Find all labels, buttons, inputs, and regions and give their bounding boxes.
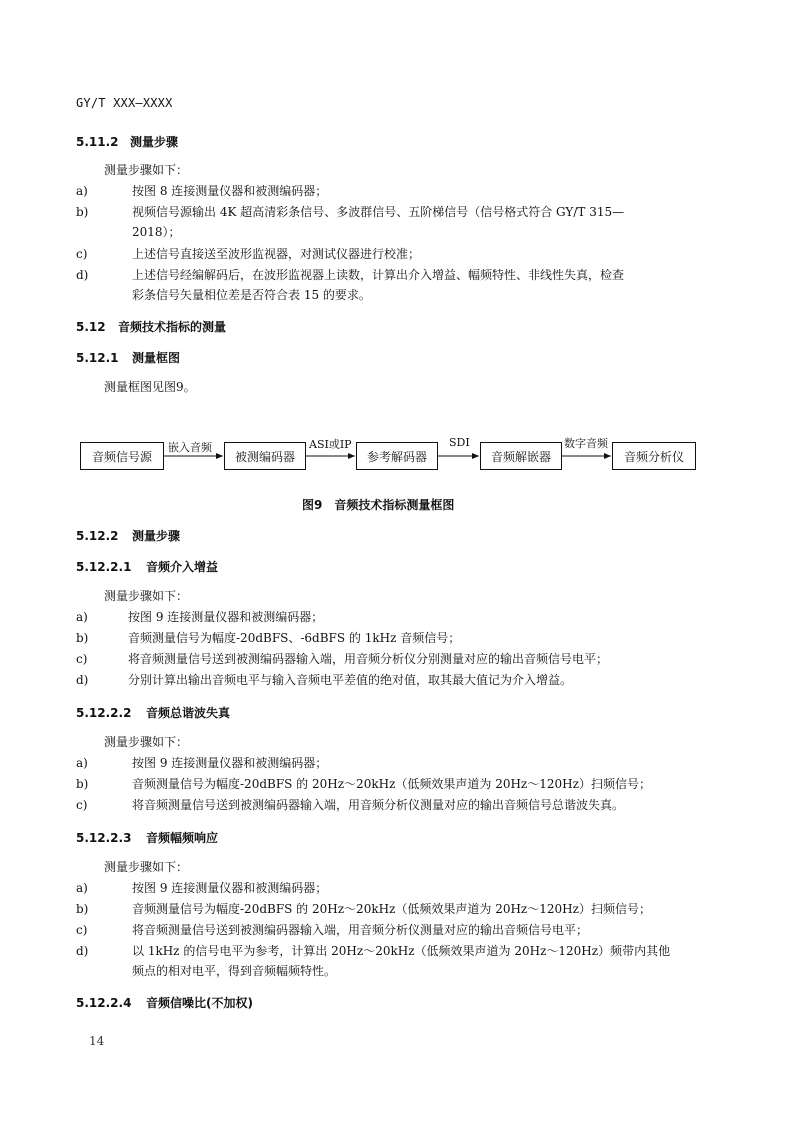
diagram-box-audio-source: 音频信号源: [80, 442, 164, 470]
list-text: 彩条信号矢量相位差是否符合表 15 的要求。: [132, 288, 371, 302]
section-number: 5.12.2.2: [76, 706, 132, 720]
list-text: 将音频测量信号送到被测编码器输入端，用音频分析仪测量对应的输出音频信号电平；: [132, 923, 589, 937]
section-title: 测量步骤: [132, 529, 181, 543]
arrow-label-sdi: SDI: [449, 436, 470, 449]
list-text: 视频信号源输出 4K 超高清彩条信号、多波群信号、五阶梯信号（信号格式符合 GY/T 315—: [132, 205, 625, 219]
section-number: 5.12: [76, 320, 106, 334]
paragraph-intro: 测量步骤如下：: [104, 589, 189, 603]
list-item: [76, 755, 706, 771]
section-heading-5-12-2: [76, 527, 180, 544]
list-label: a): [76, 184, 88, 198]
document-code: GY/T XXX—XXXX: [76, 96, 173, 110]
paragraph-intro: 测量步骤如下：: [104, 163, 189, 177]
paragraph-intro: 测量步骤如下：: [104, 860, 189, 874]
list-text: 以 1kHz 的信号电平为参考，计算出 20Hz～20kHz（低频效果声道为 20Hz～120Hz）频带内其他: [132, 944, 671, 958]
list-item: [76, 609, 706, 625]
list-item: [76, 901, 706, 917]
section-number: 5.12.2: [76, 529, 119, 543]
arrow-label-asi-ip: ASI或IP: [309, 438, 352, 451]
paragraph-intro: 测量步骤如下：: [104, 735, 189, 749]
list-label: d): [76, 673, 89, 687]
list-label: c): [76, 652, 88, 666]
section-title: 音频幅频响应: [146, 831, 219, 845]
list-label: a): [76, 610, 88, 624]
list-text: 上述信号直接送至波形监视器，对测试仪器进行校准；: [132, 247, 421, 261]
diagram-box-audio-deembedder: 音频解嵌器: [480, 442, 562, 470]
section-number: 5.12.1: [76, 351, 119, 365]
list-label: d): [76, 268, 89, 282]
section-heading-5-12-2-4: [76, 994, 253, 1011]
paragraph-diagram-ref: 测量框图见图9。: [104, 380, 196, 394]
list-item: [76, 651, 706, 667]
arrow-label-digital-audio: 数字音频: [564, 437, 608, 450]
arrow-label-embed-audio: 嵌入音频: [168, 441, 212, 454]
section-heading-5-12-2-3: [76, 829, 218, 846]
section-number: 5.12.2.3: [76, 831, 132, 845]
list-item: [76, 672, 706, 688]
list-text: 音频测量信号为幅度-20dBFS、-6dBFS 的 1kHz 音频信号；: [128, 631, 461, 645]
section-title: 音频总谐波失真: [146, 706, 231, 720]
list-text: 将音频测量信号送到被测编码器输入端，用音频分析仪测量对应的输出音频信号总谐波失真。: [132, 798, 625, 812]
list-item: [76, 922, 706, 938]
section-number: 5.12.2.1: [76, 560, 132, 574]
list-item: [76, 797, 706, 813]
section-title: 测量框图: [132, 351, 181, 365]
list-label: b): [76, 777, 89, 791]
section-number: 5.11.2: [76, 135, 119, 149]
section-number: 5.12.2.4: [76, 996, 132, 1010]
list-label: c): [76, 798, 88, 812]
list-item: [76, 776, 706, 792]
section-heading-5-12-2-1: [76, 558, 218, 575]
list-text: 2018）；: [132, 225, 181, 239]
section-title: 音频技术指标的测量: [118, 320, 227, 334]
list-text: 按图 8 连接测量仪器和被测编码器；: [132, 184, 328, 198]
list-item: [76, 880, 706, 896]
list-text: 上述信号经编解码后，在波形监视器上读数，计算出介入增益、幅频特性、非线性失真，检查: [132, 268, 625, 282]
list-text: 分别计算出输出音频电平与输入音频电平差值的绝对值，取其最大值记为介入增益。: [128, 673, 573, 687]
section-heading-5-12-2-2: [76, 704, 230, 721]
list-text: 按图 9 连接测量仪器和被测编码器；: [132, 881, 328, 895]
list-item: [76, 943, 706, 979]
list-label: b): [76, 631, 89, 645]
section-title: 音频介入增益: [146, 560, 219, 574]
diagram-box-encoder: 被测编码器: [224, 442, 306, 470]
diagram-box-reference-decoder: 参考解码器: [356, 442, 438, 470]
diagram-box-audio-analyzer: 音频分析仪: [612, 442, 696, 470]
list-text: 音频测量信号为幅度-20dBFS 的 20Hz～20kHz（低频效果声道为 20Hz～120Hz）扫频信号；: [132, 777, 651, 791]
list-label: d): [76, 944, 89, 958]
list-text: 将音频测量信号送到被测编码器输入端，用音频分析仪分别测量对应的输出音频信号电平；: [128, 652, 609, 666]
figure-caption: 图9 音频技术指标测量框图: [302, 498, 455, 512]
section-title: 音频信噪比(不加权): [146, 996, 253, 1010]
list-item: [76, 630, 706, 646]
list-text: 频点的相对电平，得到音频幅频特性。: [132, 964, 337, 978]
list-label: a): [76, 756, 88, 770]
list-label: b): [76, 205, 89, 219]
list-label: b): [76, 902, 89, 916]
page-number: 14: [89, 1034, 105, 1048]
list-label: c): [76, 923, 88, 937]
list-label: c): [76, 247, 88, 261]
list-text: 按图 9 连接测量仪器和被测编码器；: [132, 756, 328, 770]
list-text: 音频测量信号为幅度-20dBFS 的 20Hz～20kHz（低频效果声道为 20Hz～120Hz）扫频信号；: [132, 902, 651, 916]
list-label: a): [76, 881, 88, 895]
list-text: 按图 9 连接测量仪器和被测编码器；: [128, 610, 324, 624]
section-title: 测量步骤: [130, 135, 179, 149]
